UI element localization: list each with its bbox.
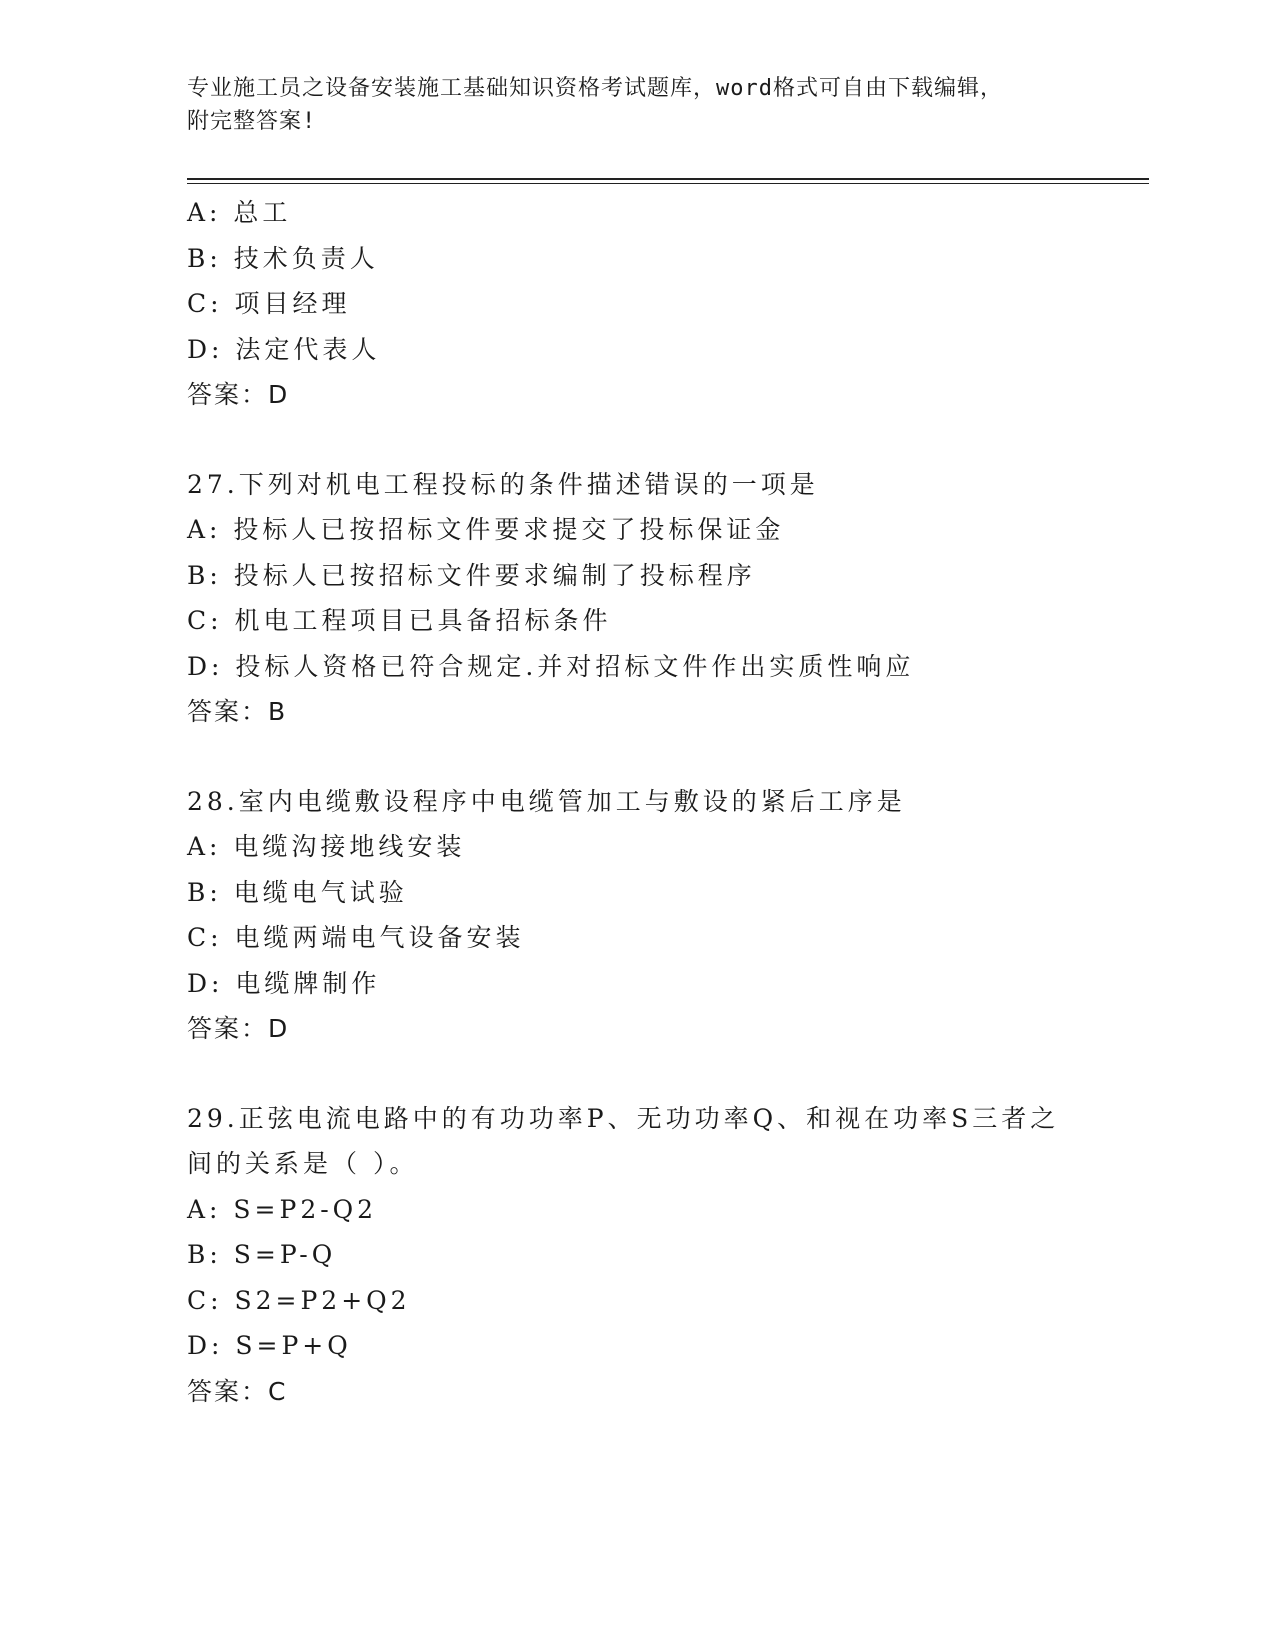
option-a: A: 投标人已按招标文件要求提交了投标保证金 (187, 515, 785, 544)
question-stem: 27.下列对机电工程投标的条件描述错误的一项是 (187, 469, 819, 499)
option-b: B: 技术负责人 (187, 243, 379, 273)
question-list (187, 190, 1147, 1414)
question-28 (187, 779, 1147, 1052)
question-27 (187, 462, 1147, 735)
answer: 答案：D (187, 380, 290, 409)
option-d: D: 电缆牌制作 (187, 968, 381, 998)
header-line-2: 附完整答案! (187, 109, 317, 134)
option-c: C: 电缆两端电气设备安装 (187, 923, 525, 952)
spacer (187, 1052, 1147, 1096)
document-header (187, 72, 1087, 138)
answer: 答案：C (187, 1376, 288, 1406)
header-divider (187, 178, 1149, 184)
option-b: B: 投标人已按招标文件要求编制了投标程序 (187, 560, 756, 590)
spacer (187, 418, 1147, 462)
question-stem-line-1: 29.正弦电流电路中的有功功率P、无功功率Q、和视在功率S三者之 (187, 1103, 1060, 1133)
option-b: B: S=P-Q (187, 1240, 337, 1269)
option-c: C: 机电工程项目已具备招标条件 (187, 606, 612, 635)
question-stem: 28.室内电缆敷设程序中电缆管加工与敷设的紧后工序是 (187, 786, 906, 816)
question-29 (187, 1096, 1147, 1415)
option-a: A: 电缆沟接地线安装 (187, 832, 466, 861)
option-a: A: S=P2-Q2 (187, 1194, 378, 1224)
option-a: A: 总工 (187, 198, 292, 227)
option-c: C: 项目经理 (187, 289, 351, 318)
question-26 (187, 190, 1147, 418)
option-c: C: S2=P2+Q2 (187, 1285, 411, 1315)
option-b: B: 电缆电气试验 (187, 877, 408, 907)
option-d: D: 法定代表人 (187, 334, 381, 364)
answer: 答案：D (187, 1014, 290, 1043)
header-line-1: 专业施工员之设备安装施工基础知识资格考试题库，word格式可自由下载编辑， (187, 76, 1003, 101)
option-d: D: 投标人资格已符合规定.并对招标文件作出实质性响应 (187, 651, 915, 681)
option-d: D: S=P+Q (187, 1331, 352, 1360)
answer: 答案：B (187, 697, 288, 726)
question-stem-line-2: 间的关系是（ ）。 (187, 1149, 419, 1178)
spacer (187, 735, 1147, 779)
